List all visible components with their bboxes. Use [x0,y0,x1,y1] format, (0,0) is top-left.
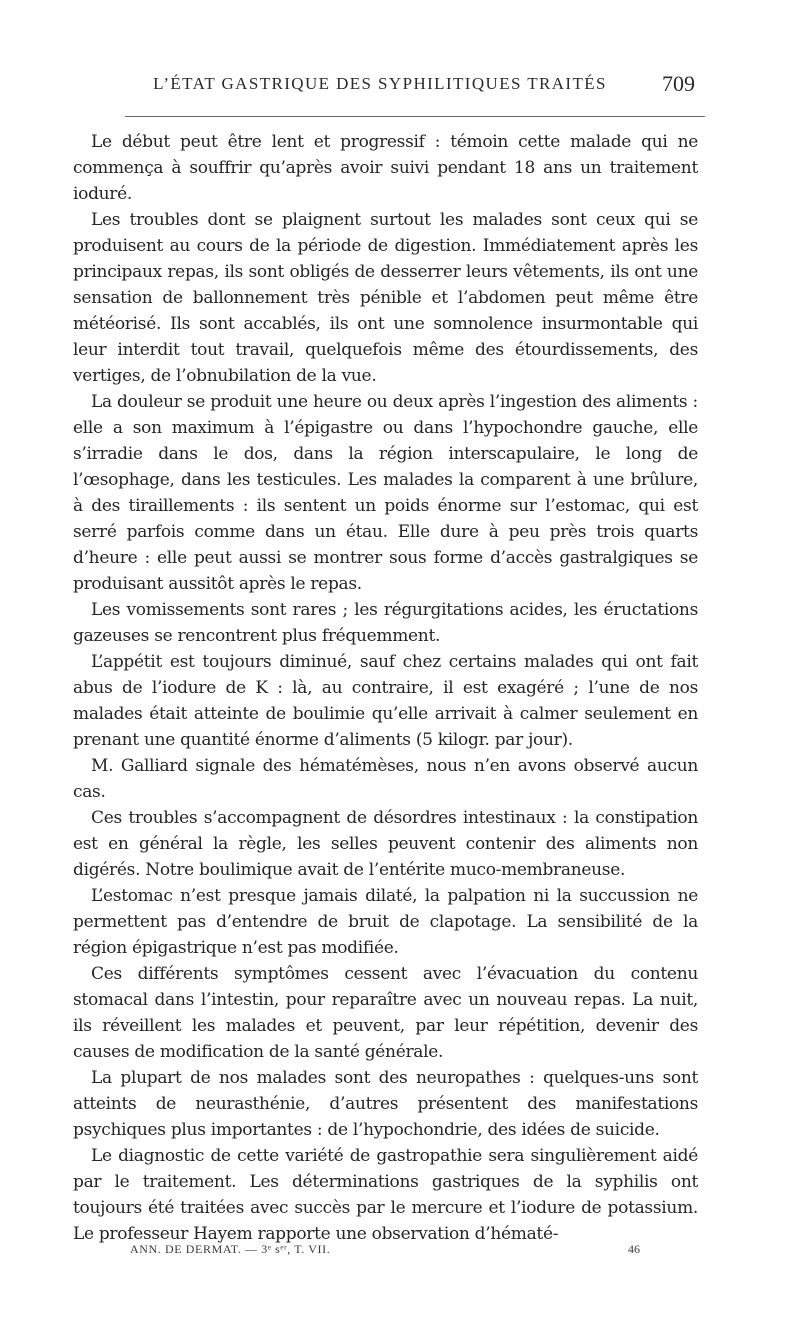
paragraph: M. Galliard signale des hématémèses, nous n’en avons observé aucun cas. [73,756,698,802]
page-footer [130,1242,640,1262]
running-head [75,71,695,104]
paragraph: Le diagnostic de cette variété de gastropathie sera singulièrement aidé par le traitement. Les déterminations gastriques de la syphilis ont toujours été traitées avec succès par le mercure et l’iodure de potassium. Le professeur Hayem rapporte une observation d’hématé- [73,1146,698,1244]
paragraph: Les troubles dont se plaignent surtout les malades sont ceux qui se produisent au cours de la période de digestion. Immédiatement après les principaux repas, ils sont obligés de desserrer leurs vêtements, ils ont une sensation de ballonnement très pénible et l’abdomen peut même être météorisé. Ils sont accablés, ils ont une somnolence insurmontable qui leur interdit tout travail, quelquefois même des étourdissements, des vertiges, de l’obnubilation de la vue. [73,210,698,386]
paragraph: L’appétit est toujours diminué, sauf chez certains malades qui ont fait abus de l’iodure de K : là, au contraire, il est exagéré ; l’une de nos malades était atteinte de boulimie qu’elle arrivait à calmer seulement en prenant une quantité énorme d’aliments (5 kilogr. par jour). [73,652,698,750]
paragraph: Ces différents symptômes cessent avec l’évacuation du contenu stomacal dans l’intestin, pour reparaître avec un nouveau repas. La nuit, ils réveillent les malades et peuvent, par leur répétition, devenir des causes de modification de la santé générale. [73,964,698,1062]
journal-reference: ANN. DE DERMAT. — 3ᵉ sᵉʳ, T. VII. [130,1242,331,1256]
paragraph: L’estomac n’est presque jamais dilaté, la palpation ni la succussion ne permettent pas d’entendre de bruit de clapotage. La sensibilité de la région épigastrique n’est pas modifiée. [73,886,698,958]
header-rule [125,116,705,117]
paragraph: Les vomissements sont rares ; les régurgitations acides, les éructations gazeuses se rencontrent plus fréquemment. [73,600,698,646]
paragraph: Ces troubles s’accompagnent de désordres intestinaux : la constipation est en général la règle, les selles peuvent contenir des aliments non digérés. Notre boulimique avait de l’entérite muco-membraneuse. [73,808,698,880]
signature-mark: 46 [628,1242,640,1256]
body-text [73,129,698,1247]
paragraph: La plupart de nos malades sont des neuropathes : quelques-uns sont atteints de neurasthénie, d’autres présentent des manifestations psychiques plus importantes : de l’hypochondrie, des idées de suicide. [73,1068,698,1140]
paragraph: Le début peut être lent et progressif : témoin cette malade qui ne commença à souffrir qu’après avoir suivi pendant 18 ans un traitement ioduré. [73,132,698,204]
paragraph: La douleur se produit une heure ou deux après l’ingestion des aliments : elle a son maximum à l’épigastre ou dans l’hypochondre gauche, elle s’irradie dans le dos, dans la région interscapulaire, le long de l’œsophage, dans les testicules. Les malades la comparent à une brûlure, à des tiraillements : ils sentent un poids énorme sur l’estomac, qui est serré parfois comme dans un étau. Elle dure à peu près trois quarts d’heure : elle peut aussi se montrer sous forme d’accès gastralgiques se produisant aussitôt après le repas. [73,392,698,594]
page-number: 709 [662,71,695,96]
running-title: L’ÉTAT GASTRIQUE DES SYPHILITIQUES TRAITÉS [153,74,607,93]
